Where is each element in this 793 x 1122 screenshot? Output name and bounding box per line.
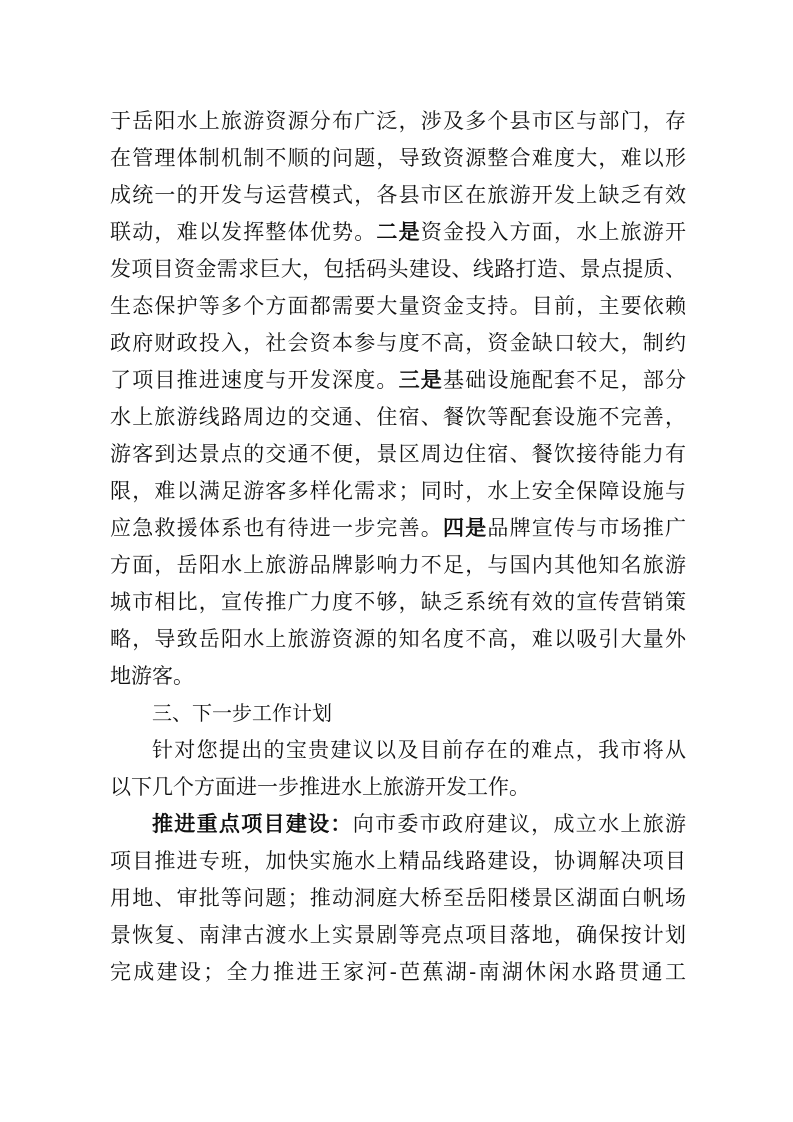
paragraph-line: 生态保护等多个方面都需要大量资金支持。目前，主要依赖 [110, 294, 686, 318]
section-heading: 三、下一步工作计划 [152, 701, 332, 725]
paragraph-line: 于岳阳水上旅游资源分布广泛，涉及多个县市区与部门，存 [110, 109, 686, 133]
paragraph-line [110, 214, 686, 251]
paragraph-line: 方面，岳阳水上旅游品牌影响力不足，与国内其他知名旅游 [110, 553, 686, 577]
bold-marker-four: 四是 [443, 516, 488, 540]
paragraph-line: 景恢复、南津古渡水上实景剧等亮点项目落地，确保按计划 [110, 923, 686, 947]
paragraph-line: 略，导致岳阳水上旅游资源的知名度不高，难以吸引大量外 [110, 627, 686, 651]
text-run: 了项目推进速度与开发深度。 [110, 368, 399, 392]
text-run: 资金投入方面，水上旅游开 [420, 220, 687, 244]
paragraph-line: 游客到达景点的交通不便，景区周边住宿、餐饮接待能力有 [110, 442, 686, 466]
paragraph-line [110, 806, 686, 843]
paragraph-line: 发项目资金需求巨大，包括码头建设、线路打造、景点提质、 [110, 257, 686, 281]
paragraph-line: 地游客。 [110, 664, 194, 688]
bold-marker-two: 二是 [376, 220, 421, 244]
paragraph-line [110, 510, 686, 547]
paragraph-line: 针对您提出的宝贵建议以及目前存在的难点，我市将从 [152, 738, 686, 762]
paragraph-line: 用地、审批等问题；推动洞庭大桥至岳阳楼景区湖面白帆场 [110, 886, 686, 910]
subsection-lead: 推进重点项目建设： [152, 812, 353, 836]
paragraph-line: 项目推进专班，加快实施水上精品线路建设，协调解决项目 [110, 849, 686, 873]
text-run: 向市委市政府建议，成立水上旅游 [352, 812, 687, 836]
paragraph-line: 限，难以满足游客多样化需求；同时，水上安全保障设施与 [110, 479, 686, 503]
paragraph-line: 政府财政投入，社会资本参与度不高，资金缺口较大，制约 [110, 331, 686, 355]
text-run: 联动，难以发挥整体优势。 [110, 220, 377, 244]
text-run: 品牌宣传与市场推广 [487, 516, 687, 540]
document-body [110, 103, 686, 991]
paragraph-line: 城市相比，宣传推广力度不够，缺乏系统有效的宣传营销策 [110, 590, 686, 614]
paragraph-line: 水上旅游线路周边的交通、住宿、餐饮等配套设施不完善， [110, 405, 686, 429]
text-run: 应急救援体系也有待进一步完善。 [110, 516, 443, 540]
bold-marker-three: 三是 [398, 368, 444, 392]
paragraph-line: 完成建设；全力推进王家河-芭蕉湖-南湖休闲水路贯通工 [110, 960, 686, 984]
paragraph-line: 成统一的开发与运营模式，各县市区在旅游开发上缺乏有效 [110, 183, 686, 207]
text-run: 基础设施配套不足，部分 [443, 368, 687, 392]
paragraph-line: 在管理体制机制不顺的问题，导致资源整合难度大，难以形 [110, 146, 686, 170]
paragraph-line [110, 362, 686, 399]
paragraph-line: 以下几个方面进一步推进水上旅游开发工作。 [110, 775, 530, 799]
